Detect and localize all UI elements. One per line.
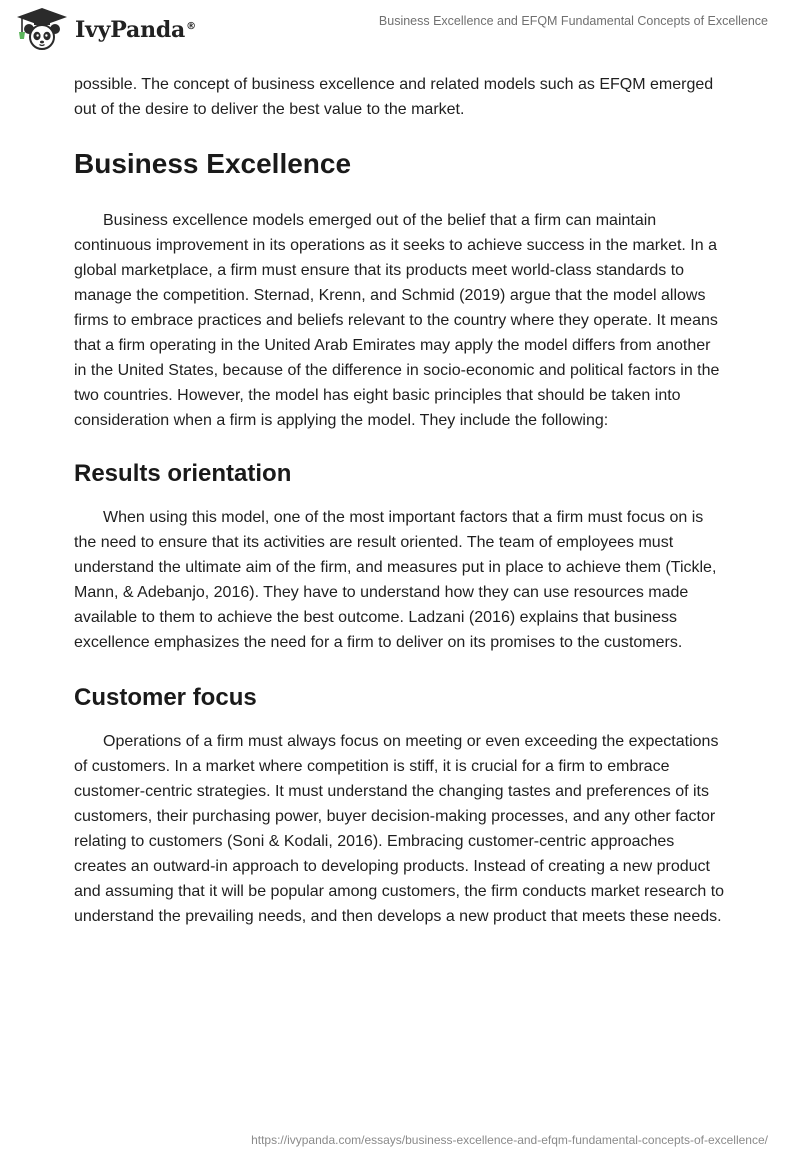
panda-graduation-cap-icon bbox=[14, 6, 70, 50]
intro-paragraph: possible. The concept of business excellence and related models such as EFQM emerged out of the desire to deliver the best value to the market. bbox=[74, 76, 714, 118]
ivypanda-logo[interactable] bbox=[14, 6, 196, 50]
section-heading-business-excellence: Business Excellence bbox=[74, 148, 352, 179]
document-title: Business Excellence and EFQM Fundamental Concepts of Excellence bbox=[378, 14, 768, 28]
logo-wordmark: IvyPanda® bbox=[75, 17, 196, 43]
results-orientation-paragraph: When using this model, one of the most important factors that a firm must focus on is the need to ensure that its activities are result oriented. The team of employees must understand the ultimate aim of the firm, and measures put in place to achieve them (Tickle, Mann, & Adebanjo, 2016). They have to understand how they can use resources made available to them to achieve the best outcome. Ladzani (2016) explains that business excellence emphasizes the need for a firm to deliver on its promises to the customers. bbox=[74, 509, 717, 651]
page-header bbox=[0, 0, 800, 62]
business-excellence-paragraph: Business excellence models emerged out of the belief that a firm can maintain continuous improvement in its operations as it seeks to achieve success in the market. In a global marketplace, a firm must ensure that its products meet world-class standards to manage the competition. Sternad, Krenn, and Schmid (2019) argue that the model allows firms to embrace practices and beliefs relevant to the country where they operate. It means that a firm operating in the United Arab Emirates may apply the model differs from another in the United States, because of the difference in socio-economic and political factors in the two countries. However, the model has eight basic principles that should be taken into consideration when a firm is applying the model. They include the following: bbox=[74, 212, 720, 429]
registered-mark: ® bbox=[186, 20, 196, 32]
source-url-link[interactable]: https://ivypanda.com/essays/business-excellence-and-efqm-fundamental-concepts-of-excellence/ bbox=[251, 1133, 768, 1147]
subsection-heading-results-orientation: Results orientation bbox=[74, 460, 292, 487]
customer-focus-paragraph: Operations of a firm must always focus on meeting or even exceeding the expectations of customers. In a market where competition is stiff, it is crucial for a firm to embrace customer-centric strategies. It must understand the changing tastes and preferences of its customers, their purchasing power, buyer decision-making processes, and any other factor relating to customers (Soni & Kodali, 2016). Embracing customer-centric approaches creates an outward-in approach to developing products. Instead of creating a new product and assuming that it will be popular among customers, the firm conducts market research to understand the prevailing needs, and then develops a new product that meets these needs. bbox=[74, 733, 725, 925]
essay-content bbox=[74, 72, 726, 929]
subsection-heading-customer-focus: Customer focus bbox=[74, 684, 257, 711]
